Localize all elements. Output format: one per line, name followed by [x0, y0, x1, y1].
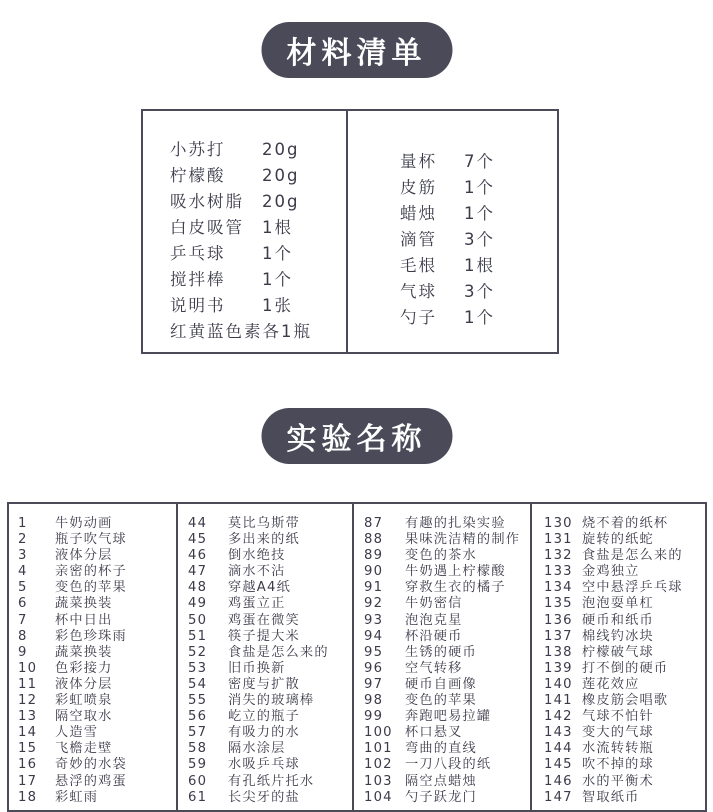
- experiment-name: 打不倒的硬币: [582, 660, 669, 676]
- experiment-name: 变色的茶水: [405, 548, 477, 564]
- material-qty: 3个: [464, 230, 495, 249]
- experiment-name: 倒水绝技: [228, 548, 286, 564]
- experiment-number: 10: [18, 660, 38, 676]
- experiment-name: 悬浮的鸡蛋: [55, 773, 127, 789]
- experiment-name: 隔空点蜡烛: [405, 773, 477, 789]
- experiment-item: [18, 580, 176, 596]
- experiment-name: 穿救生衣的橘子: [405, 580, 506, 596]
- experiment-number: 94: [364, 628, 384, 644]
- experiment-item: [18, 613, 176, 629]
- material-name: 量杯: [400, 152, 437, 171]
- experiment-name: 杯中日出: [55, 612, 113, 628]
- experiment-item: [18, 645, 176, 661]
- experiment-number: 93: [364, 612, 384, 628]
- experiment-item: [188, 741, 352, 757]
- experiment-item: [188, 725, 352, 741]
- experiment-number: 52: [188, 644, 208, 660]
- experiment-number: 147: [544, 789, 573, 805]
- experiment-number: 54: [188, 676, 208, 692]
- experiment-name: 彩虹喷泉: [55, 693, 113, 709]
- experiment-name: 硬币自画像: [405, 676, 477, 692]
- experiment-number: 104: [364, 789, 393, 805]
- experiment-number: 146: [544, 773, 573, 789]
- experiment-item: [18, 532, 176, 548]
- experiment-name: 有吸力的水: [228, 725, 300, 741]
- material-item: [400, 305, 557, 331]
- experiment-name: 食盐是怎么来的: [582, 548, 683, 564]
- experiment-item: [188, 693, 352, 709]
- materials-list-box: [141, 109, 559, 354]
- experiment-name: 空气转移: [405, 660, 463, 676]
- experiment-number: 145: [544, 757, 573, 773]
- experiment-item: [188, 516, 352, 532]
- experiment-name: 柠檬破气球: [582, 644, 654, 660]
- experiment-name: 莲花效应: [582, 676, 640, 692]
- material-item: [170, 137, 346, 163]
- experiments-title-badge: [261, 408, 452, 464]
- experiment-number: 6: [18, 596, 28, 612]
- experiment-item: [188, 564, 352, 580]
- experiment-item: [544, 532, 704, 548]
- experiment-number: 97: [364, 676, 384, 692]
- experiment-item: [188, 709, 352, 725]
- experiment-name: 空中悬浮乒乓球: [582, 580, 683, 596]
- experiment-item: [544, 580, 704, 596]
- experiment-item: [364, 564, 530, 580]
- material-qty: 1个: [464, 308, 495, 327]
- materials-title-badge: [261, 22, 452, 78]
- experiment-number: 132: [544, 548, 573, 564]
- experiment-name: 食盐是怎么来的: [228, 644, 329, 660]
- experiment-number: 143: [544, 725, 573, 741]
- experiment-number: 88: [364, 532, 384, 548]
- experiment-item: [18, 564, 176, 580]
- experiment-number: 101: [364, 741, 393, 757]
- experiment-name: 水的平衡术: [582, 773, 654, 789]
- experiment-number: 53: [188, 660, 208, 676]
- material-item: [400, 201, 557, 227]
- experiment-number: 58: [188, 741, 208, 757]
- material-name: 搅拌棒: [170, 270, 226, 289]
- experiment-item: [544, 596, 704, 612]
- experiment-name: 滴水不沾: [228, 564, 286, 580]
- experiment-number: 98: [364, 693, 384, 709]
- material-qty: 1张: [262, 296, 293, 315]
- experiment-column: [354, 504, 532, 810]
- experiment-number: 61: [188, 789, 208, 805]
- experiment-item: [364, 709, 530, 725]
- experiment-item: [188, 629, 352, 645]
- experiment-number: 95: [364, 644, 384, 660]
- experiment-item: [364, 725, 530, 741]
- experiment-item: [544, 790, 704, 806]
- experiment-item: [544, 709, 704, 725]
- experiment-number: 44: [188, 516, 208, 531]
- experiment-name: 泡泡耍单杠: [582, 596, 654, 612]
- experiment-item: [18, 693, 176, 709]
- experiment-item: [544, 741, 704, 757]
- experiment-item: [364, 693, 530, 709]
- materials-left-column: [143, 111, 348, 352]
- experiment-number: 49: [188, 596, 208, 612]
- experiment-item: [188, 661, 352, 677]
- experiment-number: 51: [188, 628, 208, 644]
- experiment-name: 牛奶密信: [405, 596, 463, 612]
- experiment-item: [188, 790, 352, 806]
- experiment-item: [364, 613, 530, 629]
- experiment-name: 变大的气球: [582, 725, 654, 741]
- experiment-number: 18: [18, 789, 38, 805]
- experiment-item: [18, 596, 176, 612]
- experiment-number: 133: [544, 564, 573, 580]
- experiment-column: [532, 504, 704, 810]
- material-name: 毛根: [400, 256, 437, 275]
- experiment-number: 92: [364, 596, 384, 612]
- experiment-item: [18, 741, 176, 757]
- experiment-name: 隔空取水: [55, 709, 113, 725]
- experiment-name: 鸡蛋在微笑: [228, 612, 300, 628]
- experiment-item: [364, 774, 530, 790]
- experiment-item: [18, 661, 176, 677]
- experiment-name: 屹立的瓶子: [228, 709, 300, 725]
- experiment-number: 46: [188, 548, 208, 564]
- experiment-name: 隔水涂层: [228, 741, 286, 757]
- experiment-name: 金鸡独立: [582, 564, 640, 580]
- material-qty: 1根: [464, 256, 495, 275]
- material-item: [170, 189, 346, 215]
- experiment-name: 果味洗洁精的制作: [405, 532, 521, 548]
- experiment-number: 12: [18, 693, 38, 709]
- experiment-name: 瓶子吹气球: [55, 532, 127, 548]
- experiment-number: 8: [18, 628, 28, 644]
- experiment-item: [544, 645, 704, 661]
- material-item: [170, 241, 346, 267]
- experiment-number: 130: [544, 516, 573, 531]
- experiment-item: [364, 741, 530, 757]
- experiment-item: [188, 774, 352, 790]
- material-name: 勺子: [400, 308, 437, 327]
- experiment-name: 色彩接力: [55, 660, 113, 676]
- experiment-item: [544, 693, 704, 709]
- experiment-number: 102: [364, 757, 393, 773]
- material-item: [400, 149, 557, 175]
- experiment-name: 彩虹雨: [55, 789, 99, 805]
- experiment-item: [544, 613, 704, 629]
- experiment-number: 47: [188, 564, 208, 580]
- material-name: 柠檬酸: [170, 166, 226, 185]
- experiment-item: [544, 661, 704, 677]
- experiment-name: 旋转的纸蛇: [582, 532, 654, 548]
- experiment-name: 有孔纸片托水: [228, 773, 315, 789]
- experiment-number: 7: [18, 612, 28, 628]
- material-qty: 20g: [262, 166, 300, 185]
- experiment-item: [188, 757, 352, 773]
- experiment-name: 彩色珍珠雨: [55, 628, 127, 644]
- experiment-item: [18, 548, 176, 564]
- material-item: [400, 279, 557, 305]
- experiment-name: 水吸乒乓球: [228, 757, 300, 773]
- material-name: 乒乓球: [170, 244, 226, 263]
- experiment-name: 奔跑吧易拉罐: [405, 709, 492, 725]
- experiment-number: 131: [544, 532, 573, 548]
- experiment-number: 11: [18, 676, 38, 692]
- experiment-item: [544, 629, 704, 645]
- experiment-name: 旧币换新: [228, 660, 286, 676]
- experiment-item: [188, 548, 352, 564]
- experiment-number: 89: [364, 548, 384, 564]
- experiment-name: 密度与扩散: [228, 676, 300, 692]
- experiment-name: 棉线钓冰块: [582, 628, 654, 644]
- experiment-name: 水流转转瓶: [582, 741, 654, 757]
- experiment-column: [9, 504, 178, 810]
- experiment-number: 138: [544, 644, 573, 660]
- materials-title: 材料清单: [286, 36, 427, 71]
- material-item: [400, 227, 557, 253]
- experiment-name: 牛奶遇上柠檬酸: [405, 564, 506, 580]
- experiment-number: 14: [18, 725, 38, 741]
- experiments-list-box: [7, 502, 707, 812]
- experiment-item: [18, 677, 176, 693]
- experiment-item: [188, 613, 352, 629]
- experiment-item: [544, 757, 704, 773]
- experiment-number: 59: [188, 757, 208, 773]
- experiment-number: 9: [18, 644, 28, 660]
- experiment-item: [18, 709, 176, 725]
- experiment-name: 鸡蛋立正: [228, 596, 286, 612]
- experiment-item: [544, 516, 704, 532]
- material-item: [170, 293, 346, 319]
- material-item: [170, 267, 346, 293]
- experiment-name: 奇妙的水袋: [55, 757, 127, 773]
- experiment-item: [364, 661, 530, 677]
- experiment-number: 60: [188, 773, 208, 789]
- experiment-name: 液体分层: [55, 548, 113, 564]
- experiment-item: [18, 725, 176, 741]
- experiments-title: 实验名称: [286, 422, 427, 457]
- experiment-number: 144: [544, 741, 573, 757]
- experiment-item: [18, 757, 176, 773]
- material-item: [170, 319, 346, 345]
- material-qty: 1个: [464, 204, 495, 223]
- experiment-number: 134: [544, 580, 573, 596]
- material-name: 吸水树脂: [170, 192, 244, 211]
- experiment-name: 吹不掉的球: [582, 757, 654, 773]
- experiment-name: 一刀八段的纸: [405, 757, 492, 773]
- experiment-name: 变色的苹果: [55, 580, 127, 596]
- material-qty: 7个: [464, 152, 495, 171]
- experiment-number: 16: [18, 757, 38, 773]
- experiment-number: 87: [364, 516, 384, 531]
- material-name: 白皮吸管: [170, 218, 244, 237]
- material-name: 小苏打: [170, 140, 226, 159]
- experiment-number: 137: [544, 628, 573, 644]
- experiment-name: 莫比乌斯带: [228, 516, 300, 531]
- material-name: 皮筋: [400, 178, 437, 197]
- material-qty: 20g: [262, 192, 300, 211]
- material-name: 气球: [400, 282, 437, 301]
- experiment-name: 泡泡克星: [405, 612, 463, 628]
- experiment-item: [364, 645, 530, 661]
- material-item: [170, 163, 346, 189]
- experiment-item: [364, 677, 530, 693]
- experiment-name: 牛奶动画: [55, 516, 113, 531]
- experiment-item: [188, 532, 352, 548]
- material-qty: 20g: [262, 140, 300, 159]
- experiment-name: 杯沿硬币: [405, 628, 463, 644]
- experiment-number: 90: [364, 564, 384, 580]
- experiment-number: 1: [18, 516, 28, 531]
- material-name: 滴管: [400, 230, 437, 249]
- experiment-name: 人造雪: [55, 725, 99, 741]
- experiment-number: 140: [544, 676, 573, 692]
- experiment-number: 13: [18, 709, 38, 725]
- experiment-item: [364, 516, 530, 532]
- experiment-name: 长尖牙的盐: [228, 789, 300, 805]
- experiment-number: 139: [544, 660, 573, 676]
- experiment-item: [188, 645, 352, 661]
- experiment-name: 勺子跃龙门: [405, 789, 477, 805]
- experiment-number: 17: [18, 773, 38, 789]
- experiment-number: 15: [18, 741, 38, 757]
- experiment-item: [18, 774, 176, 790]
- material-qty: 1根: [262, 218, 293, 237]
- experiment-name: 生锈的硬币: [405, 644, 477, 660]
- experiment-item: [18, 790, 176, 806]
- experiment-number: 142: [544, 709, 573, 725]
- experiment-number: 99: [364, 709, 384, 725]
- experiment-item: [544, 564, 704, 580]
- experiment-name: 液体分层: [55, 676, 113, 692]
- materials-right-column: [348, 111, 557, 352]
- experiment-name: 多出来的纸: [228, 532, 300, 548]
- experiment-item: [364, 790, 530, 806]
- experiment-name: 变色的苹果: [405, 693, 477, 709]
- experiment-number: 48: [188, 580, 208, 596]
- experiment-name: 亲密的杯子: [55, 564, 127, 580]
- material-item: [170, 215, 346, 241]
- experiment-name: 杯口悬叉: [405, 725, 463, 741]
- material-qty: 1个: [464, 178, 495, 197]
- material-name: 红黄蓝色素各1瓶: [170, 322, 312, 341]
- experiment-item: [364, 596, 530, 612]
- experiment-name: 蔬菜换装: [55, 644, 113, 660]
- material-qty: 3个: [464, 282, 495, 301]
- material-item: [400, 175, 557, 201]
- material-name: 说明书: [170, 296, 226, 315]
- experiment-item: [364, 629, 530, 645]
- experiment-number: 91: [364, 580, 384, 596]
- experiment-number: 2: [18, 532, 28, 548]
- experiment-name: 飞檐走壁: [55, 741, 113, 757]
- material-qty: 1个: [262, 270, 293, 289]
- material-qty: 1个: [262, 244, 293, 263]
- experiment-name: 烧不着的纸杯: [582, 516, 669, 531]
- experiment-item: [364, 532, 530, 548]
- experiment-number: 57: [188, 725, 208, 741]
- experiment-name: 穿越A4纸: [228, 580, 291, 596]
- experiment-number: 103: [364, 773, 393, 789]
- experiment-name: 蔬菜换装: [55, 596, 113, 612]
- material-item: [400, 253, 557, 279]
- experiment-item: [364, 757, 530, 773]
- experiment-number: 5: [18, 580, 28, 596]
- experiment-item: [544, 725, 704, 741]
- experiment-number: 55: [188, 693, 208, 709]
- experiment-item: [188, 677, 352, 693]
- experiment-number: 141: [544, 693, 573, 709]
- experiment-name: 弯曲的直线: [405, 741, 477, 757]
- experiment-item: [188, 580, 352, 596]
- experiment-name: 橡皮筋会唱歌: [582, 693, 669, 709]
- experiment-name: 消失的玻璃棒: [228, 693, 315, 709]
- experiment-item: [364, 580, 530, 596]
- experiment-number: 96: [364, 660, 384, 676]
- experiment-number: 135: [544, 596, 573, 612]
- experiment-item: [18, 629, 176, 645]
- experiment-number: 45: [188, 532, 208, 548]
- experiment-name: 气球不怕针: [582, 709, 654, 725]
- experiment-name: 智取纸币: [582, 789, 640, 805]
- material-name: 蜡烛: [400, 204, 437, 223]
- experiment-number: 56: [188, 709, 208, 725]
- experiment-column: [178, 504, 354, 810]
- experiment-number: 50: [188, 612, 208, 628]
- experiment-item: [544, 677, 704, 693]
- experiment-number: 3: [18, 548, 28, 564]
- experiment-item: [18, 516, 176, 532]
- experiment-name: 筷子提大米: [228, 628, 300, 644]
- experiment-item: [364, 548, 530, 564]
- experiment-name: 有趣的扎染实验: [405, 516, 506, 531]
- experiment-number: 136: [544, 612, 573, 628]
- experiment-number: 4: [18, 564, 28, 580]
- experiment-number: 100: [364, 725, 393, 741]
- experiment-name: 硬币和纸币: [582, 612, 654, 628]
- experiment-item: [544, 548, 704, 564]
- experiment-item: [544, 774, 704, 790]
- experiment-item: [188, 596, 352, 612]
